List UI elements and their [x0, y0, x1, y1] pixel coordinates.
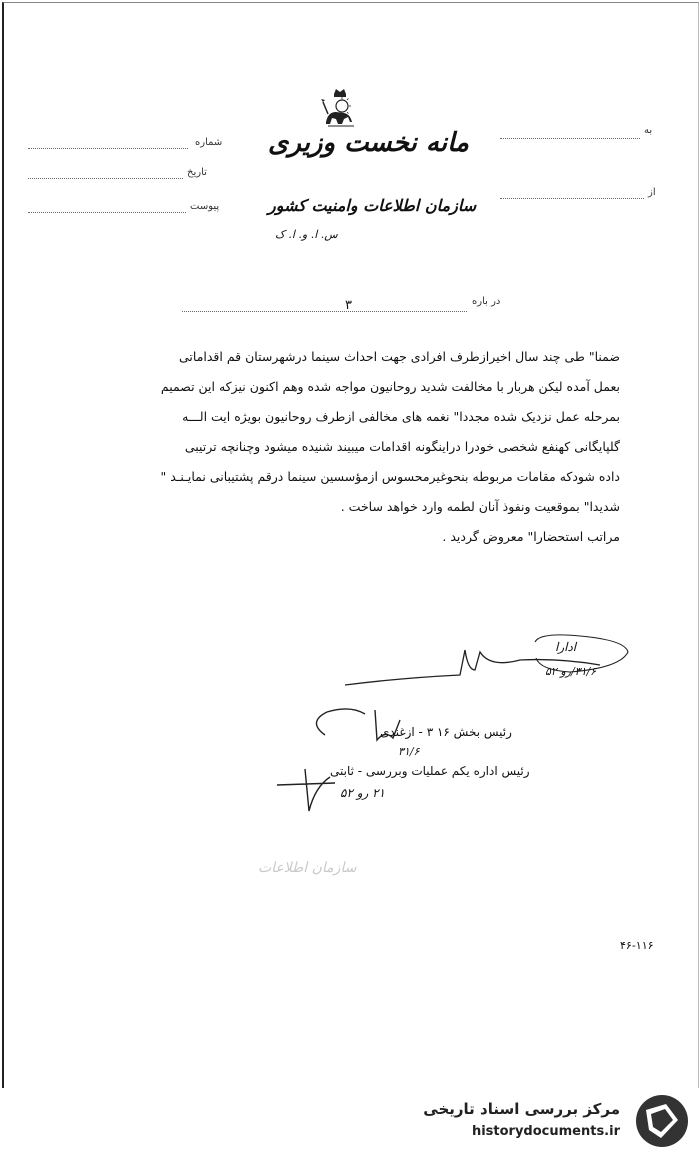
body-line-2: بعمل آمده لیکن هربار با مخالفت شدید روحانیون مواجه شده وهم اکنون نیزکه این تصمیم: [160, 379, 620, 394]
watermark-website: historydocuments.ir: [471, 1124, 620, 1139]
office-line: رئیس اداره یکم عملیات وبررسی - ثابتی: [330, 764, 530, 778]
number-dotted-line: [28, 148, 188, 149]
label-regarding: در باره: [472, 296, 501, 307]
ministry-title: [268, 128, 469, 158]
chief-date: ۳۱/۶: [398, 745, 420, 758]
label-date: تاریخ: [187, 167, 207, 178]
lion-and-sun-emblem-icon: [320, 88, 360, 130]
label-from: از: [648, 187, 656, 198]
body-line-1: ضمنا" طی چند سال اخیرازطرف افرادی جهت احداث سینما درشهرستان قم اقداماتی: [179, 349, 620, 364]
reference-code: س. ا. و. ا. ک: [275, 228, 338, 241]
body-line-5: داده شودکه مقامات مربوطه بنحوغیرمحسوس ازمؤسسین سینما درقم پشتیبانی نمایـنـد ": [160, 469, 620, 484]
ministry-title-text: نخست وزیری: [268, 128, 417, 158]
body-line-6: شدیدا" بموقعیت ونفوذ آنان لطمه وارد خواهد ساخت .: [340, 499, 620, 514]
office-date: ۲۱ رو ۵۲: [340, 786, 385, 800]
body-line-3: بمرحله عمل نزدیک شده مجددا" نغمه های مخالفی ازطرف روحانیون بویژه ایت الـــه: [182, 409, 620, 424]
regarding-dotted-line: [182, 311, 467, 312]
label-attachment: پیوست: [190, 201, 220, 212]
label-to: به: [644, 125, 653, 136]
archive-logo-icon: [633, 1092, 691, 1150]
organization-name: سازمان اطلاعات وامنیت کشور: [268, 196, 477, 215]
body-line-4: گلپایگانی کهنفع شخصی خودرا دراینگونه اقدامات میبیند شنیده میشود وچنانچه ترتیبی: [184, 439, 620, 454]
from-dotted-line: [500, 198, 644, 199]
chief-line: رئیس بخش ۱۶ ۳ - ازغندی: [380, 725, 512, 739]
body-line-7: مراتب استحضارا" معروض گردید .: [442, 529, 620, 544]
margin-date: ۳۱/۶/رو ۵۲: [545, 665, 597, 678]
faint-stamp: سازمان اطلاعات: [258, 860, 357, 876]
attachment-dotted-line: [28, 212, 186, 213]
ministry-title-prefix: مانه: [425, 128, 469, 158]
margin-note: ادارا: [555, 640, 577, 654]
date-dotted-line: [28, 178, 183, 179]
archive-number: ۴۶-۱۱۶: [620, 939, 654, 952]
regarding-value: ۳: [345, 298, 352, 313]
label-number: شماره: [195, 137, 223, 148]
to-dotted-line: [500, 138, 640, 139]
watermark-footer: [0, 1088, 700, 1155]
watermark-org-name: مرکز بررسی اسناد تاریخی: [423, 1100, 620, 1118]
document-page: [2, 2, 699, 1151]
